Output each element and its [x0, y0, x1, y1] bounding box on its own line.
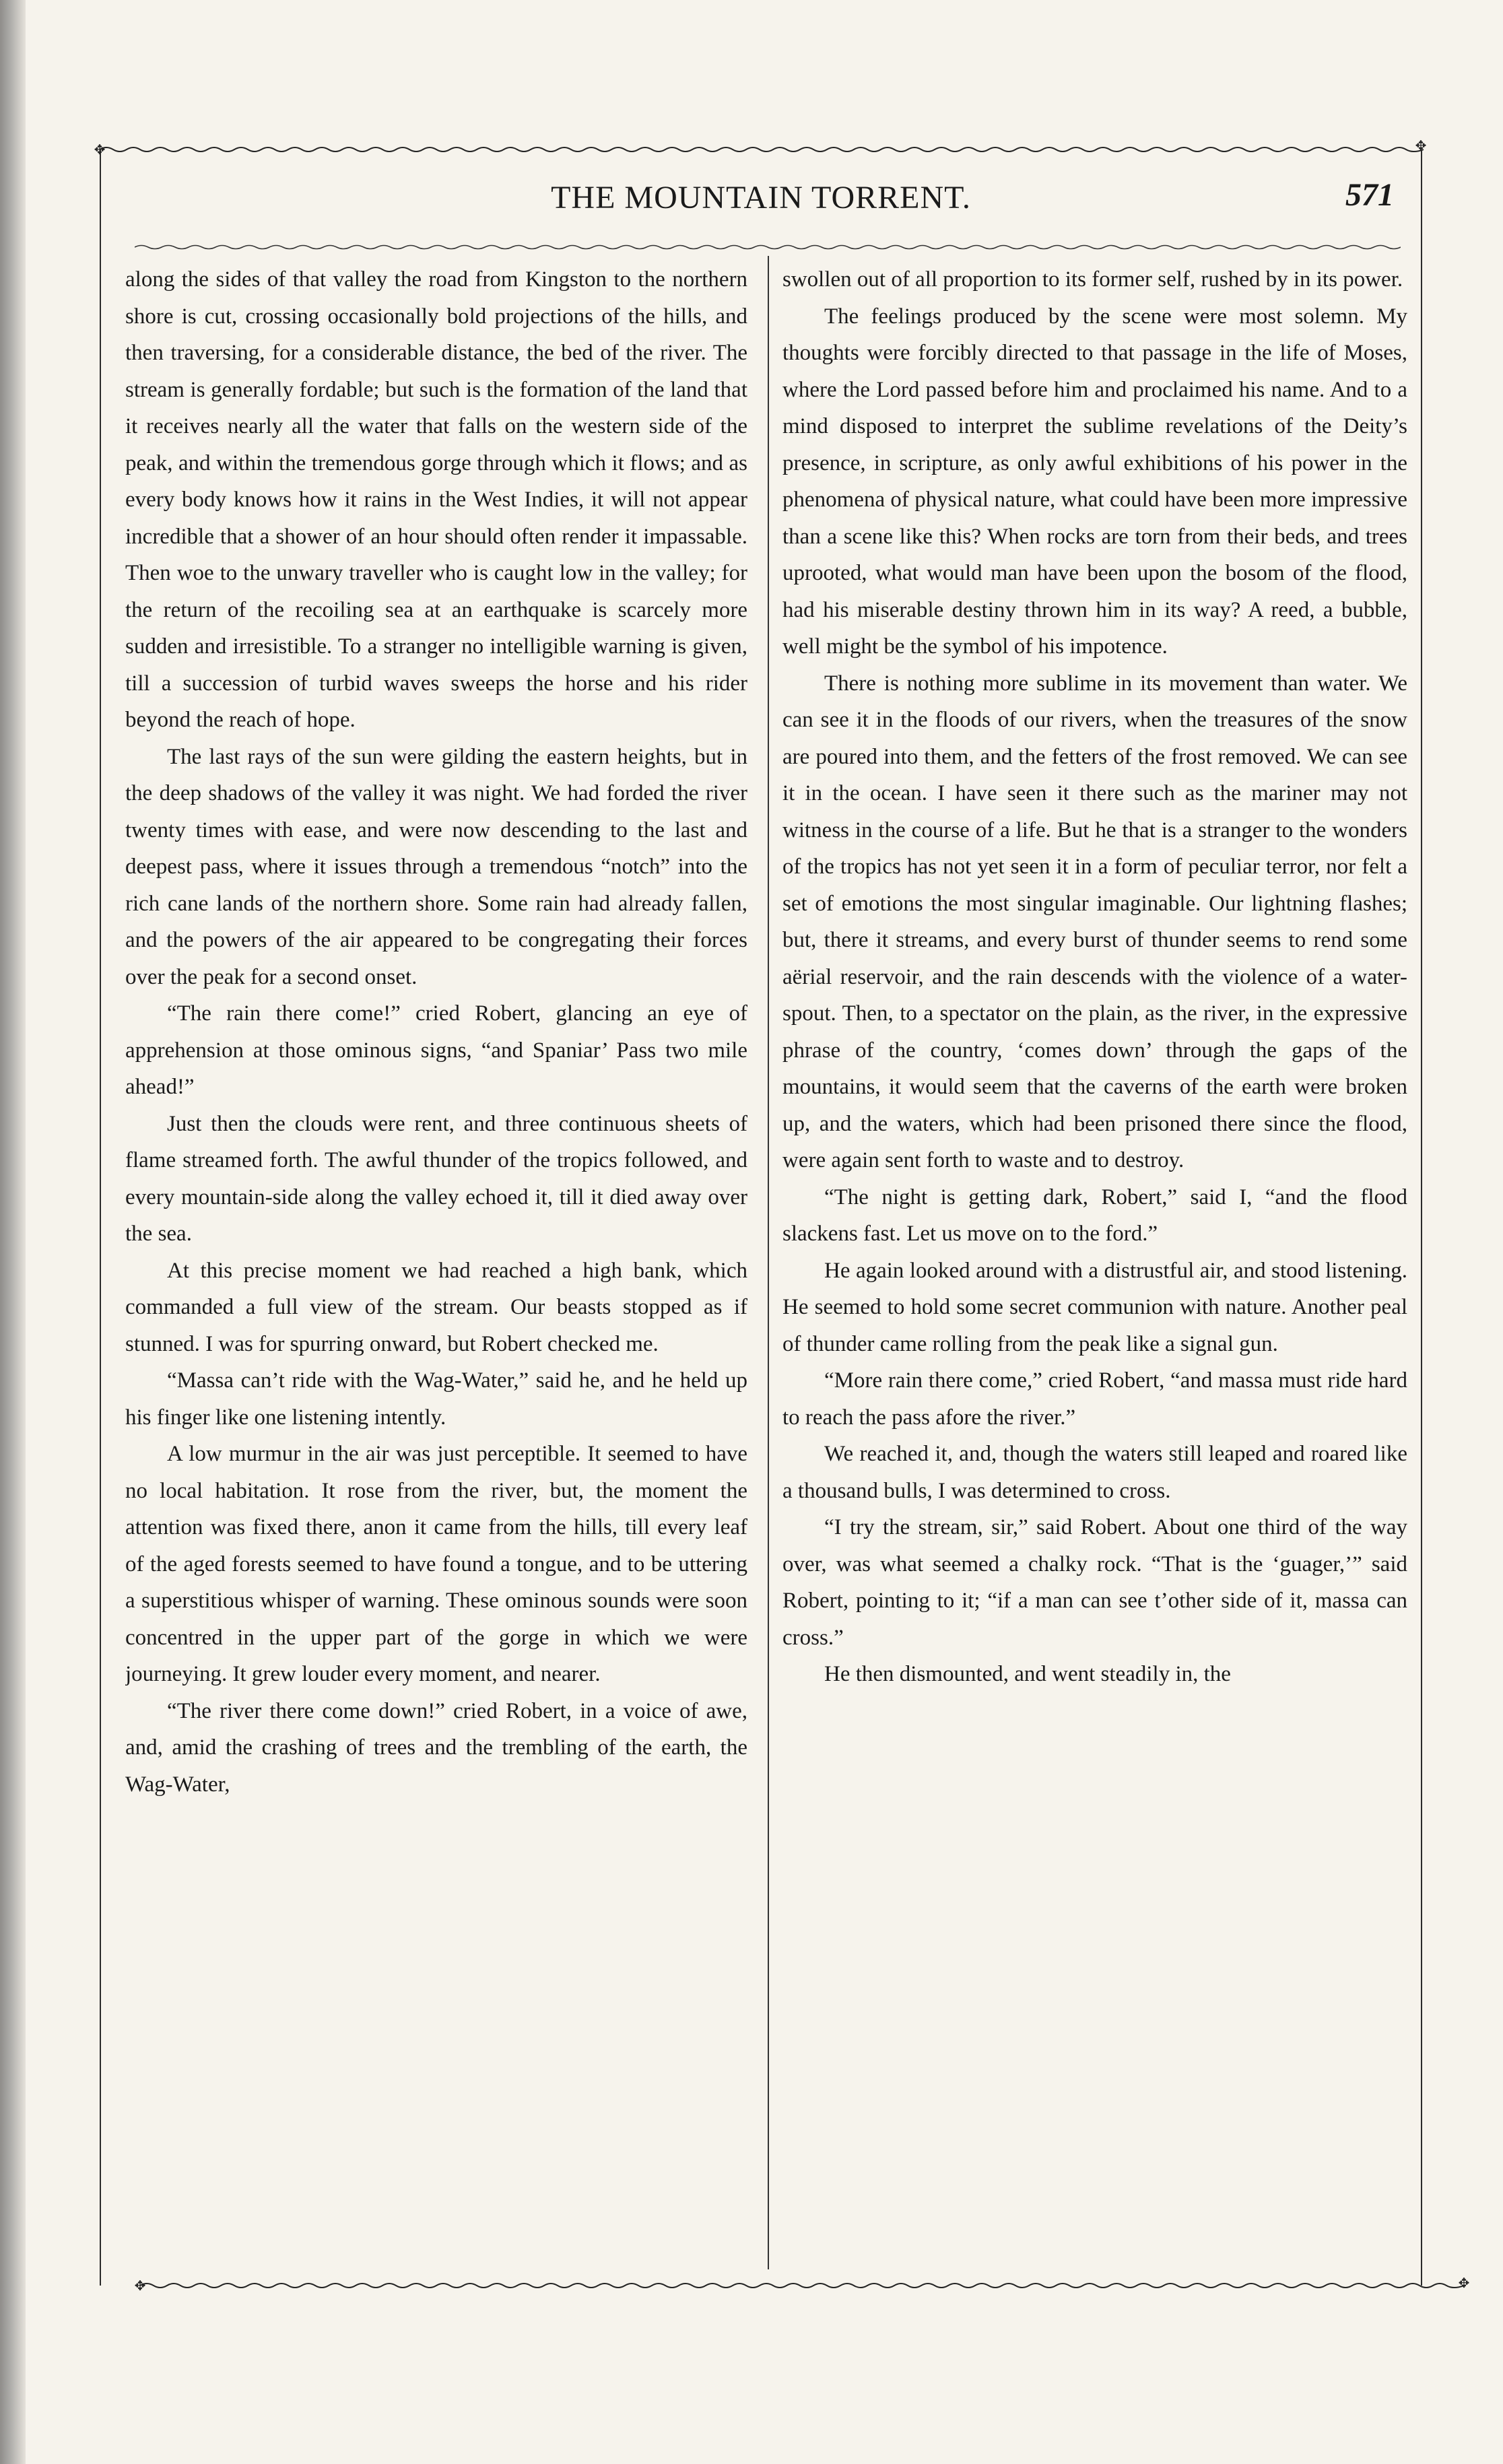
- paragraph: “The night is getting dark, Robert,” said I, “and the flood slackens fast. Let us move on to the ford.”: [782, 1185, 1407, 1246]
- corner-ornament-icon: ✥: [134, 2277, 146, 2294]
- running-header: [108, 170, 1414, 224]
- right-column: [782, 261, 1407, 2268]
- paragraph: He again looked around with a distrustful air, and stood listening. He seemed to hold some secret communion with nature. Another peal of thunder came rolling from the peak like a signal gun.: [782, 1258, 1407, 1356]
- paragraph: At this precise moment we had reached a high bank, which commanded a full view of the stream. Our beasts stopped as if stunned. I was for spurring onward, but Robert checked me.: [125, 1258, 747, 1356]
- column-divider: [768, 256, 769, 2269]
- paragraph: swollen out of all proportion to its former self, rushed by in its power.: [782, 267, 1403, 292]
- paragraph: We reached it, and, though the waters still leaped and roared like a thousand bulls, I was determined to cross.: [782, 1442, 1407, 1503]
- corner-ornament-icon: ✥: [94, 141, 106, 158]
- corner-ornament-icon: ✥: [1458, 2275, 1470, 2291]
- paragraph: along the sides of that valley the road from Kingston to the northern shore is cut, crossing occasionally bold projections of the hills, and then traversing, for a considerable distance, the bed of the river. The stream is generally fordable; but such is the formation of the land that it receives nearly all the water that falls on the western side of the peak, and within the tremendous gorge through which it flows; and as every body knows how it rains in the West Indies, it will not appear incredible that a shower of an hour should often render it impassable. Then woe to the unwary traveller who is caught low in the valley; for the return of the recoiling sea at an earthquake is scarcely more sudden and irresistible. To a stranger no intelligible warning is given, till a succession of turbid waves sweeps the horse and his rider beyond the reach of hope.: [125, 267, 747, 732]
- paragraph: He then dismounted, and went steadily in, the: [824, 1662, 1231, 1686]
- paragraph: “The rain there come!” cried Robert, glancing an eye of apprehension at those ominous signs, “and Spaniar’ Pass two mile ahead!”: [125, 1001, 747, 1099]
- top-ornamental-rule: [100, 145, 1424, 154]
- paragraph: “More rain there come,” cried Robert, “and massa must ride hard to reach the pass afore the river.”: [782, 1368, 1407, 1430]
- paragraph: The feelings produced by the scene were most solemn. My thoughts were forcibly directed to that passage in the life of Moses, where the Lord passed before him and proclaimed his name. And to a mind disposed to interpret the sublime revelations of the Deity’s presence, in scripture, as only awful exhibitions of his power in the phenomena of physical nature, what could have been more impressive than a scene like this? When rocks are torn from their beds, and trees uprooted, what would man have been upon the bosom of the flood, had his miserable destiny thrown him in its way? A reed, a bubble, well might be the symbol of his impotence.: [782, 304, 1407, 659]
- running-title: THE MOUNTAIN TORRENT.: [551, 180, 971, 215]
- left-column: [125, 261, 747, 2268]
- left-frame-rule: [100, 149, 101, 2286]
- paragraph: There is nothing more sublime in its movement than water. We can see it in the floods of our rivers, when the treasures of the snow are poured into them, and the fetters of the frost removed. We can see it in the ocean. I have seen it there such as the mariner may not witness in the course of a life. But he that is a stranger to the wonders of the tropics has not yet seen it in a form of peculiar terror, nor felt a set of emotions the most singular imaginable. Our lightning flashes; but, there it streams, and every burst of thunder seems to rend some aërial reservoir, and the rain descends with the violence of a water-spout. Then, to a spectator on the plain, as the river, in the expressive phrase of the country, ‘comes down’ through the gaps of the mountains, it would seem that the caverns of the earth were broken up, and the waters, which had been prisoned there since the flood, were again sent forth to waste and to destroy.: [782, 671, 1407, 1172]
- paragraph: A low murmur in the air was just perceptible. It seemed to have no local habitation. It rose from the river, but, the moment the attention was fixed there, anon it came from the hills, till every leaf of the aged forests seemed to have found a tongue, and to be uttering a superstitious whisper of warning. These ominous sounds were soon concentred in the upper part of the gorge in which we were journeying. It grew louder every moment, and nearer.: [125, 1442, 747, 1686]
- paragraph: “Massa can’t ride with the Wag-Water,” said he, and he held up his finger like one listening intently.: [125, 1368, 747, 1430]
- right-frame-rule: [1421, 149, 1422, 2286]
- page-number: 571: [1345, 177, 1394, 213]
- header-rule: [135, 244, 1401, 251]
- bottom-ornamental-rule: [140, 2282, 1464, 2290]
- corner-ornament-icon: ✥: [1415, 137, 1427, 154]
- binding-shadow: [0, 0, 26, 2464]
- paragraph: “I try the stream, sir,” said Robert. About one third of the way over, was what seemed a chalky rock. “That is the ‘guager,’” said Robert, pointing to it; “if a man can see t’other side of it, massa can cross.”: [782, 1515, 1407, 1650]
- paragraph: Just then the clouds were rent, and three continuous sheets of flame streamed forth. The awful thunder of the tropics followed, and every mountain-side along the valley echoed it, till it died away over the sea.: [125, 1111, 747, 1246]
- paragraph: “The river there come down!” cried Robert, in a voice of awe, and, amid the crashing of trees and the trembling of the earth, the Wag-Water,: [125, 1698, 747, 1797]
- paragraph: The last rays of the sun were gilding the eastern heights, but in the deep shadows of the valley it was night. We had forded the river twenty times with ease, and were now descending to the last and deepest pass, where it issues through a tremendous “notch” into the rich cane lands of the northern shore. Some rain had already fallen, and the powers of the air appeared to be congregating their forces over the peak for a second onset.: [125, 744, 747, 989]
